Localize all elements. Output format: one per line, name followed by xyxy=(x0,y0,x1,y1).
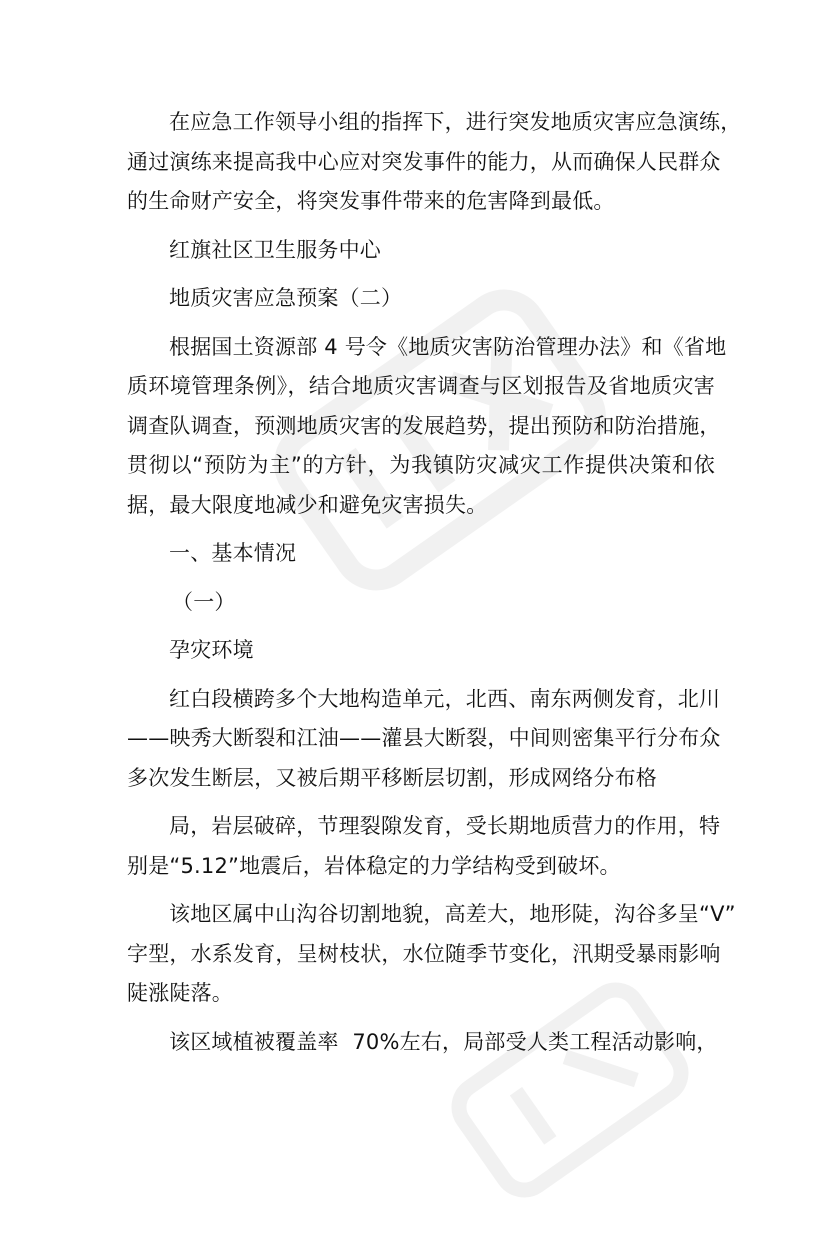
text-line: 字型，水系发育，呈树枝状，水位随季节变化，汛期受暴雨影响 xyxy=(127,941,721,966)
subsection-title: 孕灾环境 xyxy=(169,638,254,662)
text-line: 通过演练来提高我中心应对突发事件的能力，从而确保人民群众 xyxy=(127,149,721,174)
text-line: 质环境管理条例》，结合地质灾害调查与区划报告及省地质灾害 xyxy=(127,374,715,398)
text-line: 的生命财产安全，将突发事件带来的危害降到最低。 xyxy=(127,189,615,213)
document-body xyxy=(127,103,742,1062)
subsection-heading: （一） xyxy=(172,589,236,614)
organization-name: 红旗社区卫生服务中心 xyxy=(169,237,381,262)
text-line: 据，最大限度地减少和避免灾害损失。 xyxy=(127,492,488,517)
text-line: 该地区属中山沟谷切割地貌，高差大，地形陡，沟谷多呈“V” xyxy=(169,902,736,926)
text-line: 局，岩层破碎，节理裂隙发育，受长期地质营力的作用，特 xyxy=(169,814,721,838)
section-title: 地质灾害应急预案（二） xyxy=(169,286,403,310)
text-line: 根据国土资源部 4 号令《地质灾害防治管理办法》和《省地 xyxy=(169,334,727,359)
text-line: 陡涨陡落。 xyxy=(127,981,233,1005)
text-line: 在应急工作领导小组的指挥下，进行突发地质灾害应急演练， xyxy=(169,110,742,134)
text-line: 调查队调查，预测地质灾害的发展趋势，提出预防和防治措施， xyxy=(127,413,721,438)
text-line: 贯彻以“预防为主”的方针，为我镇防灾减灾工作提供决策和依 xyxy=(127,453,715,477)
text-line: 别是“5.12”地震后，岩体稳定的力学结构受到破坏。 xyxy=(127,853,621,878)
text-line: 红白段横跨多个大地构造单元，北西、南东两侧发育，北川 xyxy=(169,686,721,711)
text-line: 多次发生断层，又被后期平移断层切割，形成网络分布格 xyxy=(127,765,657,790)
text-line: ——映秀大断裂和江油——灌县大断裂，中间则密集平行分布众 xyxy=(127,726,721,750)
section-heading: 一、基本情况 xyxy=(169,541,297,565)
text-line: 该区域植被覆盖率 70%左右，局部受人类工程活动影响， xyxy=(169,1029,718,1054)
